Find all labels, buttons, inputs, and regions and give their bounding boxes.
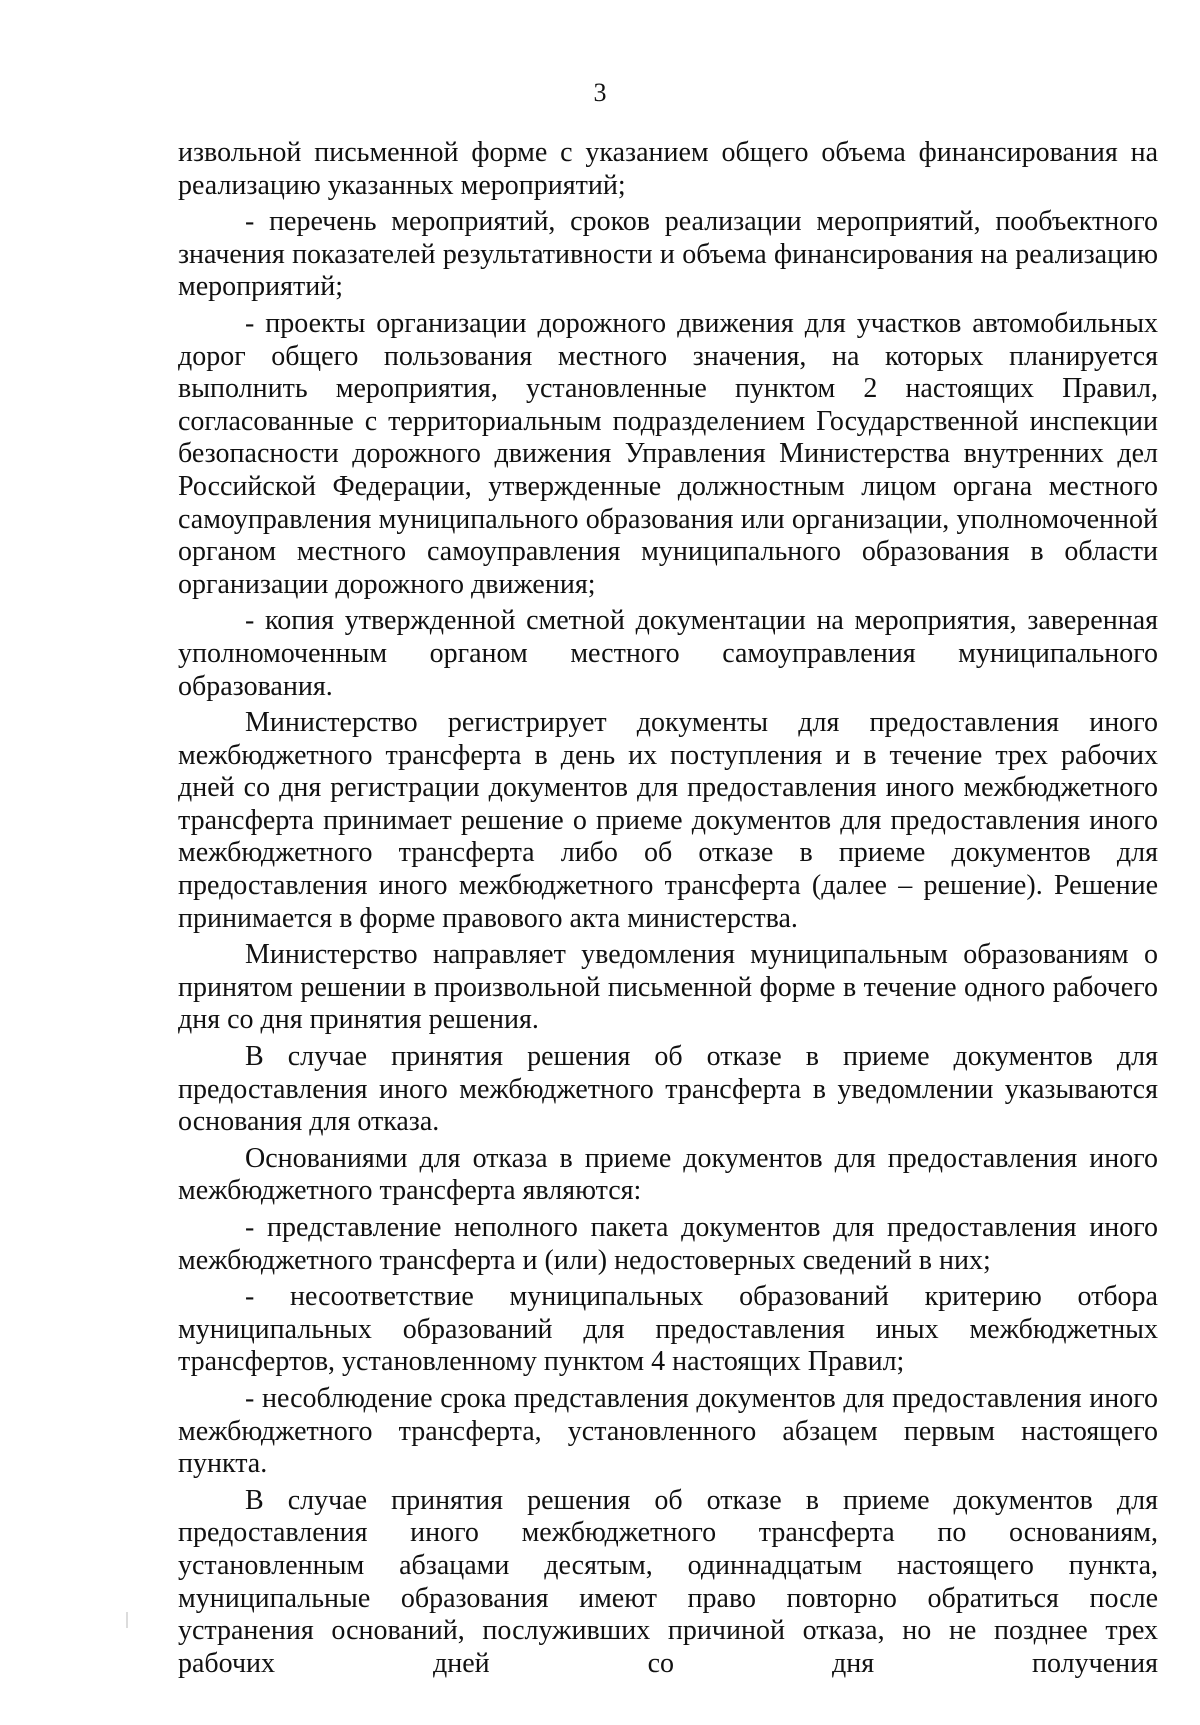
paragraph: Министерство направляет уведомления муниципальным образованиям о принятом решении в произвольной письменной форме в течение одного рабочего дня со дня принятия решения.	[178, 939, 1158, 1036]
paragraph-list-item: - перечень мероприятий, сроков реализации мероприятий, пообъектного значения показателей результативности и объема финансирования на реализацию мероприятий;	[178, 206, 1158, 303]
paragraph-continuation: извольной письменной форме с указанием общего объема финансирования на реализацию указанных мероприятий;	[178, 137, 1158, 201]
page-number: 3	[593, 78, 607, 107]
paragraph: В случае принятия решения об отказе в приеме документов для предоставления иного межбюджетного трансферта в уведомлении указываются основания для отказа.	[178, 1041, 1158, 1138]
paragraph: Основаниями для отказа в приеме документов для предоставления иного межбюджетного трансферта являются:	[178, 1142, 1158, 1207]
paragraph-list-item: - несоответствие муниципальных образований критерию отбора муниципальных образований для предоставления иных межбюджетных трансфертов, установленному пунктом 4 настоящих Правил;	[178, 1281, 1158, 1378]
paragraph-list-item: - представление неполного пакета документов для предоставления иного межбюджетного трансферта и (или) недостоверных сведений в них;	[178, 1212, 1158, 1276]
document-body	[178, 137, 1158, 1684]
scan-margin-mark	[126, 1612, 128, 1628]
paragraph-list-item: - проекты организации дорожного движения для участков автомобильных дорог общего пользования местного значения, на которых планируется выполнить мероприятия, установленные пунктом 2 настоящих Правил, согласованные с территориальным подразделением Государственной инспекции безопасности дорожного движения Управления Министерства внутренних дел Российской Федерации, утвержденные должностным лицом органа местного самоуправления муниципального образования или организации, уполномоченной органом местного самоуправления муниципального образования в области организации дорожного движения;	[178, 307, 1158, 600]
paragraph: В случае принятия решения об отказе в приеме документов для предоставления иного межбюджетного трансферта по основаниям, установленным абзацами десятым, одиннадцатым настоящего пункта, муниципальные образования имеют право повторно обратиться после устранения оснований, послуживших причиной отказа, но не позднее трех рабочих дней со дня получения	[178, 1484, 1158, 1679]
paragraph-list-item: - копия утвержденной сметной документации на мероприятия, заверенная уполномоченным органом местного самоуправления муниципального образования.	[178, 605, 1158, 702]
paragraph-list-item: - несоблюдение срока представления документов для предоставления иного межбюджетного трансферта, установленного абзацем первым настоящего пункта.	[178, 1382, 1158, 1480]
paragraph: Министерство регистрирует документы для предоставления иного межбюджетного трансферта в день их поступления и в течение трех рабочих дней со дня регистрации документов для предоставления иного межбюджетного трансферта принимает решение о приеме документов для предоставления иного межбюджетного трансферта либо об отказе в приеме документов для предоставления иного межбюджетного трансферта (далее – решение). Решение принимается в форме правового акта министерства.	[178, 707, 1158, 934]
